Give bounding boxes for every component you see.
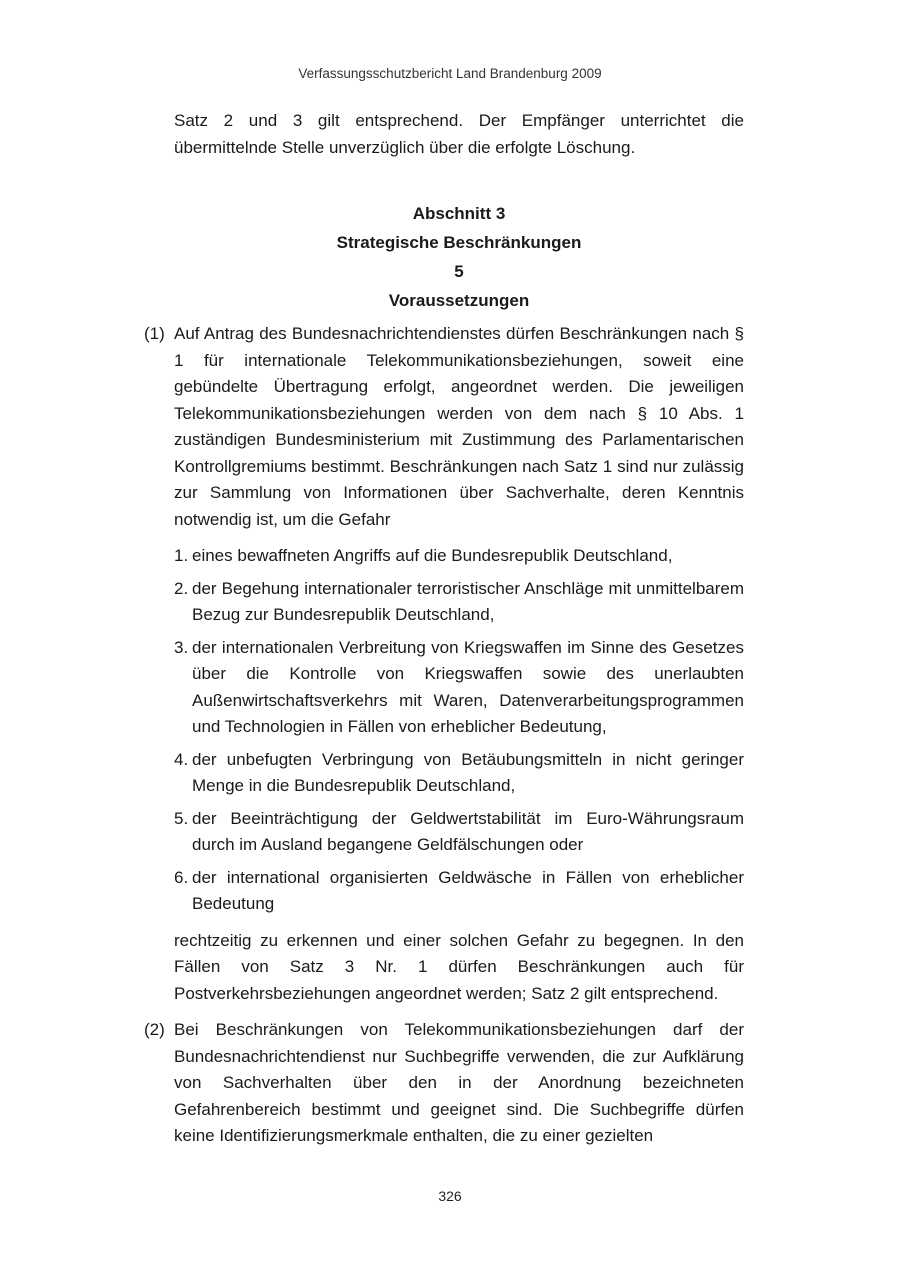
list-item-text: der Begehung internationaler terroristischer Anschläge mit unmittelbarem Bezug zur Bundesrepublik Deutschland, bbox=[192, 578, 744, 624]
list-item-number: 2. bbox=[174, 578, 189, 598]
paragraph-number: 5 bbox=[454, 262, 464, 281]
list-item-text: der Beeinträchtigung der Geldwertstabilität im Euro-Währungsraum durch im Ausland begangene Geldfälschungen oder bbox=[192, 808, 744, 854]
continuation-text: Satz 2 und 3 gilt entsprechend. Der Empfänger unterrichtet die übermittelnde Stelle unverzüglich über die erfolgte Löschung. bbox=[174, 111, 744, 157]
paragraph-2-number: (2) bbox=[144, 1020, 165, 1039]
list-item bbox=[174, 806, 744, 859]
section-headings bbox=[174, 199, 744, 315]
paragraph-title: Voraussetzungen bbox=[388, 291, 530, 310]
list-item-text: der internationalen Verbreitung von Kriegswaffen im Sinne des Gesetzes über die Kontrolle von Kriegswaffen sowie des unerlaubten Außenwirtschaftsverkehrs mit Waren, Datenverarbeitungsprogrammen und Technologien in Fällen von erheblicher Bedeutung, bbox=[192, 637, 744, 736]
list-item bbox=[174, 576, 744, 629]
list-item-text: der unbefugten Verbringung von Betäubungsmitteln in nicht geringer Menge in die Bundesrepublik Deutschland, bbox=[192, 749, 744, 795]
paragraph-2-text: Bei Beschränkungen von Telekommunikationsbeziehungen darf der Bundesnachrichtendienst nur Suchbegriffe verwenden, die zur Aufklärung von Sachverhalten über den in der Anordnung bezeichneten Gefahrenbereich bestimmt und geeignet sind. Die Suchbegriffe dürfen keine Identifizierungsmerkmale enthalten, die zu einer gezielten bbox=[174, 1020, 744, 1145]
paragraph-2 bbox=[144, 1017, 744, 1150]
section-abschnitt: Abschnitt 3 bbox=[412, 204, 506, 223]
page-number: 326 bbox=[438, 1188, 462, 1204]
paragraph-1 bbox=[144, 321, 744, 1007]
section-title: Strategische Beschränkungen bbox=[336, 233, 582, 252]
list-item-text: eines bewaffneten Angriffs auf die Bundesrepublik Deutschland, bbox=[192, 546, 673, 565]
paragraph-1-number: (1) bbox=[144, 324, 165, 343]
page-body bbox=[144, 108, 744, 1160]
list-item-number: 1. bbox=[174, 546, 189, 565]
list-item bbox=[174, 635, 744, 741]
list-item-number: 6. bbox=[174, 867, 189, 887]
list-item-number: 5. bbox=[174, 808, 189, 828]
list-item bbox=[174, 747, 744, 800]
paragraph-1-closing: rechtzeitig zu erkennen und einer solchen Gefahr zu begegnen. In den Fällen von Satz 3 Nr. 1 dürfen Beschränkungen auch für Postverkehrsbeziehungen angeordnet werden; Satz 2 gilt entsprechend. bbox=[174, 930, 744, 1003]
list-item bbox=[174, 865, 744, 918]
list-item-number: 3. bbox=[174, 637, 189, 657]
list-item bbox=[174, 543, 744, 570]
paragraph-1-list bbox=[174, 543, 744, 918]
running-header: Verfassungsschutzbericht Land Brandenburg 2009 bbox=[298, 66, 602, 81]
paragraph-1-text: Auf Antrag des Bundesnachrichtendienstes dürfen Beschränkungen nach § 1 für internationale Telekommunikationsbeziehungen, soweit eine gebündelte Übertragung erfolgt, angeordnet werden. Die jeweiligen Telekommunikationsbeziehungen werden von dem nach § 10 Abs. 1 zuständigen Bundesministerium mit Zustimmung des Parlamentarischen Kontrollgremiums bestimmt. Beschränkungen nach Satz 1 sind nur zulässig zur Sammlung von Informationen über Sachverhalte, deren Kenntnis notwendig ist, um die Gefahr bbox=[174, 324, 744, 529]
list-item-number: 4. bbox=[174, 749, 189, 769]
list-item-text: der international organisierten Geldwäsche in Fällen von erheblicher Bedeutung bbox=[192, 867, 744, 913]
